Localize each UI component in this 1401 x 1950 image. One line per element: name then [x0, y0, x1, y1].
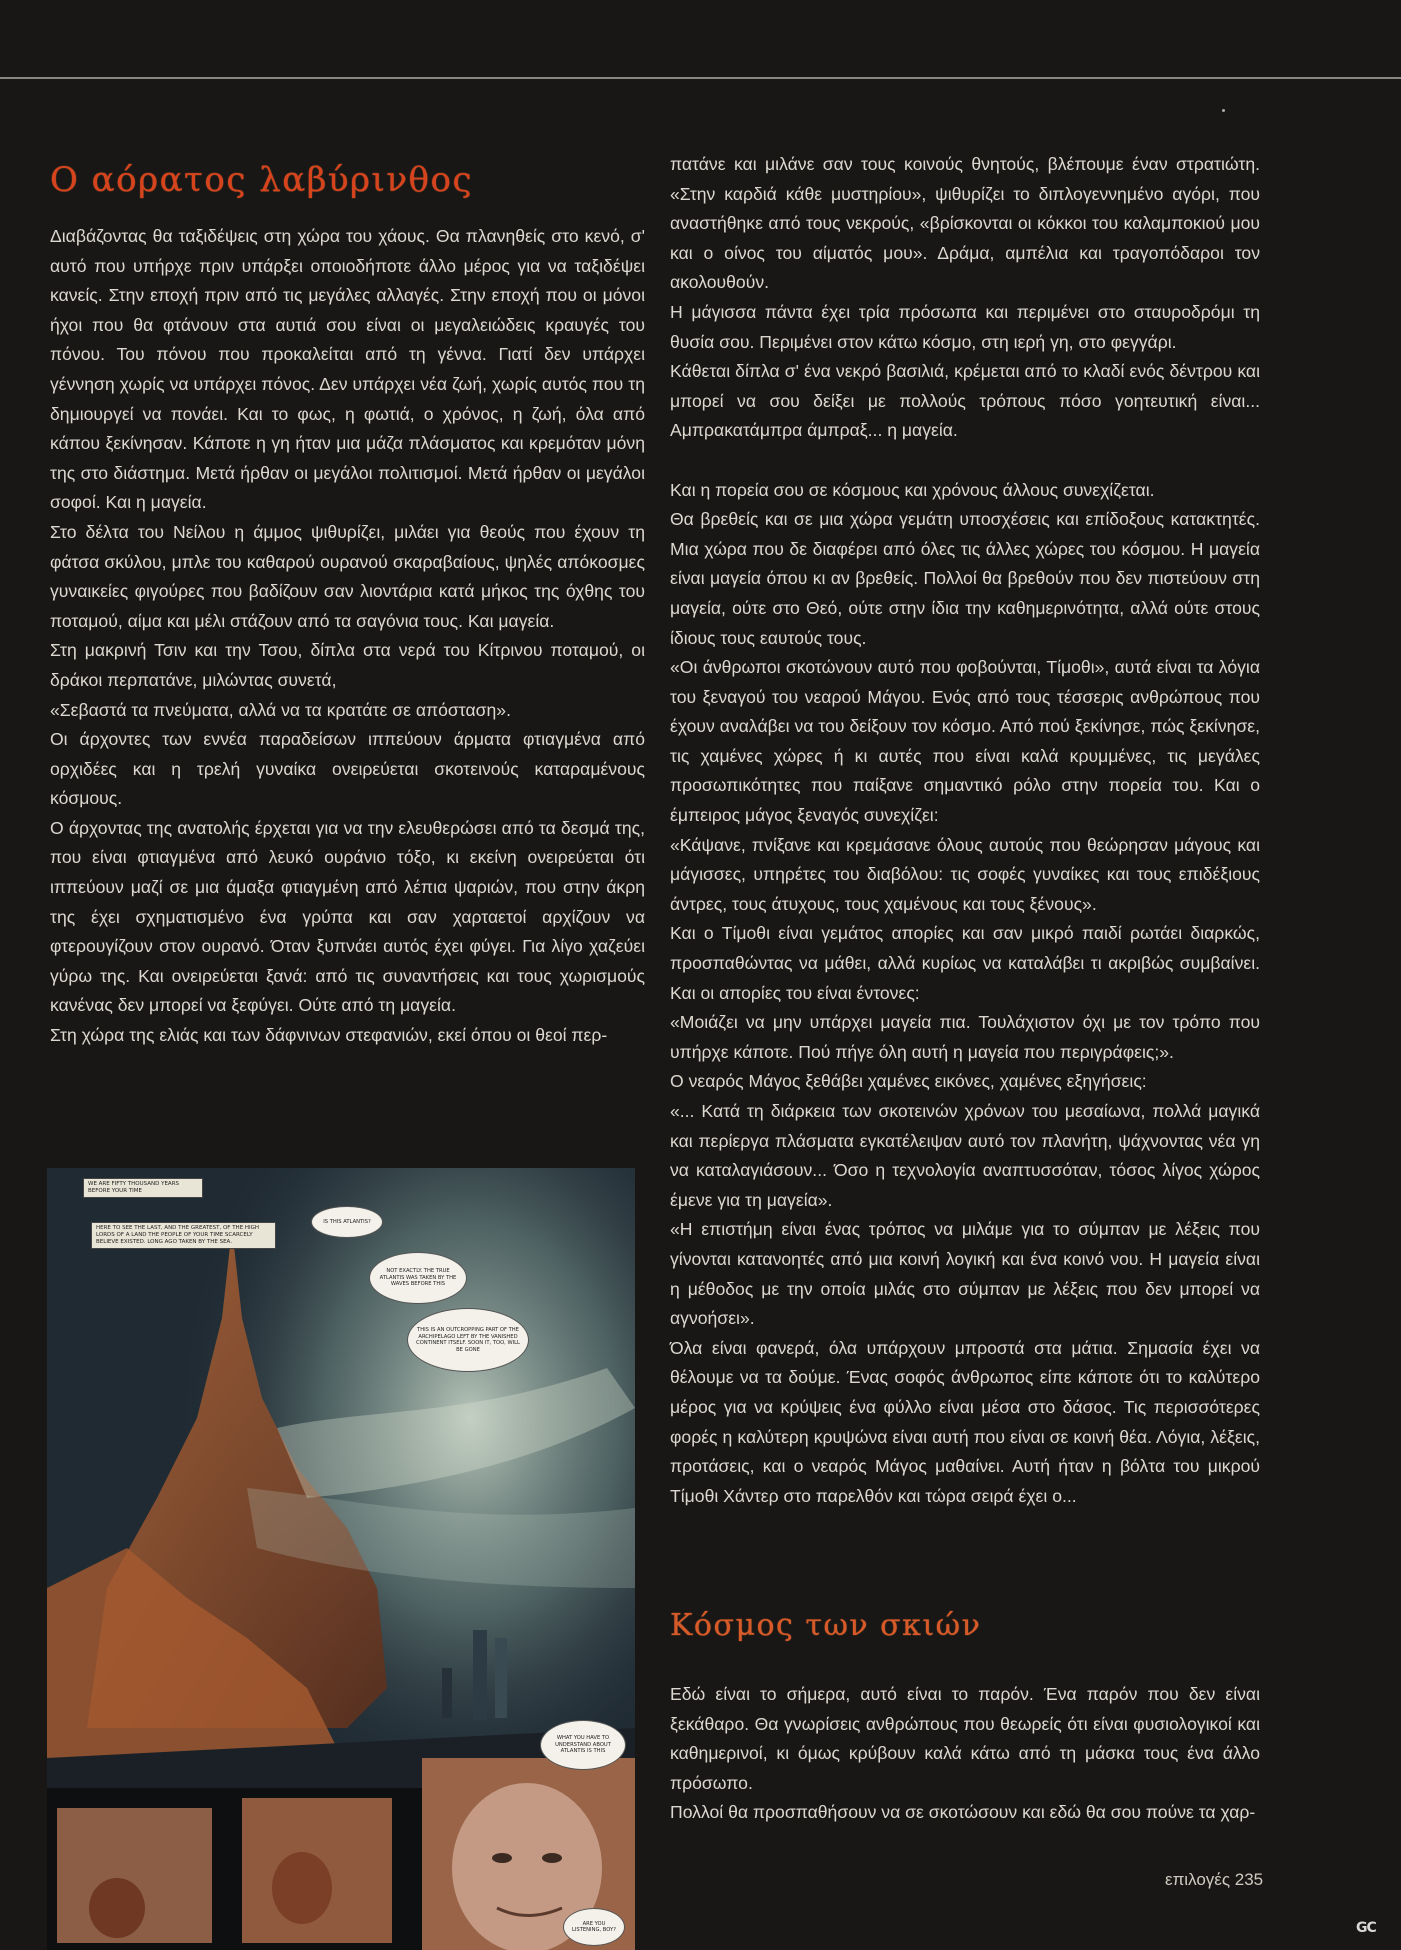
speech-balloon: WHAT YOU HAVE TO UNDERSTAND ABOUT ATLANTIS IS THIS	[540, 1720, 626, 1770]
paragraph: Κάθεται δίπλα σ' ένα νεκρό βασιλιά, κρέμεται από το κλαδί ενός δέντρου και μπορεί να σου δείξει με πολλούς τρόπους πόσο γοητευτική είναι... Αμπρακατάμπρα άμπραξ... η μαγεία.	[670, 361, 1260, 441]
paragraph: Διαβάζοντας θα ταξιδέψεις στη χώρα του χάους. Θα πλανηθείς στο κενό, σ' αυτό που υπήρχε πριν υπάρξει οποιοδήποτε άλλο μέρος για να ταξιδέψει κανείς. Στην εποχή πριν από τις μεγάλες αλλαγές. Στην εποχή που οι μόνοι ήχοι που θα φτάνουν στα αυτιά σου είναι οι μεγαλειώδεις κραυγές του πόνου. Του πόνου που προκαλείται από τη γέννα. Γιατί δεν υπάρχει γέννηση χωρίς να υπάρχει πόνος. Δεν υπάρχει νέα ζωή, χωρίς αυτός που τη δημιουργεί να πονάει. Και το φως, η φωτιά, ο χρόνος, η ζωή, όλα από κάπου ξεκίνησαν. Κάποτε η γη ήταν μια μάζα πλάσματος και κρεμόταν μόνη της στο διάστημα. Μετά ήρθαν οι μεγάλοι πολιτισμοί. Μετά ήρθαν οι μεγάλοι σοφοί. Και η μαγεία.	[50, 226, 645, 513]
paragraph: Και ο Τίμοθι είναι γεμάτος απορίες και σαν μικρό παιδί ρωτάει διαρκώς, προσπαθώντας να μάθει, αλλά κυρίως να καταλάβει τι ακριβώς συμβαίνει. Και οι απορίες του είναι έντονες:	[670, 923, 1260, 1003]
paragraph: Στη χώρα της ελιάς και των δάφνινων στεφανιών, εκεί όπου οι θεοί περ-	[50, 1025, 608, 1046]
paragraph: Θα βρεθείς και σε μια χώρα γεμάτη υποσχέσεις και επίδοξους κατακτητές. Μια χώρα που δε διαφέρει από όλες τις άλλες χώρες του κόσμου. Η μαγεία είναι μαγεία όπου κι αν βρεθείς. Πολλοί θα βρεθούν που δεν πιστεύουν στη μαγεία, ούτε στο Θεό, ούτε στην ίδια την καθημερινότητα, αλλά ούτε στους ίδιους τους εαυτούς τους.	[670, 509, 1260, 648]
paragraph: Εδώ είναι το σήμερα, αυτό είναι το παρόν. Ένα παρόν που δεν είναι ξεκάθαρο. Θα γνωρίσεις ανθρώπους που θεωρείς ότι είναι φυσιολογικοί και καθημερινοί, κι όμως κρύβουν καλά κάτω από τη μάσκα τους ένα άλλο πρόσωπο.	[670, 1684, 1260, 1793]
speech-balloon: ARE YOU LISTENING, BOY?	[563, 1908, 625, 1946]
page-footer: επιλογές 235	[1165, 1870, 1264, 1889]
right-column-bottom	[670, 1680, 1260, 1828]
paragraph: Ο νεαρός Μάγος ξεθάβει χαμένες εικόνες, χαμένες εξηγήσεις:	[670, 1071, 1147, 1092]
paragraph: πατάνε και μιλάνε σαν τους κοινούς θνητούς, βλέπουμε έναν στρατιώτη. «Στην καρδιά κάθε μυστηρίου», ψιθυρίζει το διπλογεννημένο αγόρι, που αναστήθηκε από τους νεκρούς, «βρίσκονται οι κόκκοι του καλαμποκιού μου και ο οίνος του αίματός μου». Δράμα, αμπέλια και τραγοπόδαροι τον ακολουθούν.	[670, 154, 1260, 293]
speech-balloon: IS THIS ATLANTIS?	[311, 1206, 383, 1238]
speck	[1222, 109, 1225, 112]
paragraph: «Οι άνθρωποι σκοτώνουν αυτό που φοβούνται, Τίμοθι», αυτά είναι τα λόγια του ξεναγού του νεαρού Μάγου. Ενός από τους τέσσερις ανθρώπους που έχουν αναλάβει να του δείξουν τον κόσμο. Από πού ξεκίνησε, πώς ξεκίνησε, τις χαμένες χώρες ή κι αυτές που είναι καλά κρυμμένες, τις μεγάλες προσωπικότητες που παίξανε σημαντικό ρόλο στην πορεία του. Και ο έμπειρος μάγος ξεναγός συνεχίζει:	[670, 657, 1260, 826]
right-column	[670, 150, 1260, 1511]
comic-caption: HERE TO SEE THE LAST, AND THE GREATEST, OF THE HIGH LORDS OF A LAND THE PEOPLE OF YOUR TIME SCARCELY BELIEVE EXISTED. LONG AGO TAKEN BY THE SEA.	[91, 1222, 276, 1249]
speech-balloon: THIS IS AN OUTCROPPING PART OF THE ARCHIPELAGO LEFT BY THE VANISHED CONTINENT ITSELF. SOON IT, TOO, WILL BE GONE	[407, 1308, 529, 1372]
paragraph: «Σεβαστά τα πνεύματα, αλλά να τα κρατάτε σε απόσταση».	[50, 699, 511, 720]
paragraph: Οι άρχοντες των εννέα παραδείσων ιππεύουν άρματα φτιαγμένα από ορχιδέες και η τρελή γυναίκα ονειρεύεται σκοτεινούς καταραμένους κόσμους.	[50, 729, 645, 809]
paragraph: Ο άρχοντας της ανατολής έρχεται για να την ελευθερώσει από τα δεσμά της, που είναι φτιαγμένα από λευκό ουράνιο τόξο, κι εκείνη ονειρεύεται ότι ιππεύουν μαζί σε μια άμαξα φτιαγμένη από λέπια ψαριών, που στην άκρη της έχει σχηματισμένο ένα γρύπα και σαν χαρταετοί αρχίζουν να φτερουγίζουν στον ουρανό. Όταν ξυπνάει αυτός έχει φύγει. Για λίγο χαζεύει γύρω της. Και ονειρεύεται ξανά: από τις συναντήσεις και τους χωρισμούς κανένας δεν μπορεί να ξεφύγει. Ούτε από τη μαγεία.	[50, 817, 645, 1016]
paragraph: Η μάγισσα πάντα έχει τρία πρόσωπα και περιμένει στο σταυροδρόμι τη θυσία σου. Περιμένει στον κάτω κόσμο, στη ιερή γη, στο φεγγάρι.	[670, 301, 1260, 352]
paragraph: «... Κατά τη διάρκεια των σκοτεινών χρόνων του μεσαίωνα, πολλά μαγικά και περίεργα πλάσματα εγκατέλειψαν αυτό τον πλανήτη, ψάχνοντας νέα γη να καταλαγιάσουν... Όσο η τεχνολογία αναπτυσσόταν, τόσος λίγος χώρος έμενε για τη μαγεία».	[670, 1101, 1260, 1210]
paragraph: Πολλοί θα προσπαθήσουν να σε σκοτώσουν και εδώ θα σου πούνε τα χαρ-	[670, 1802, 1256, 1823]
heading-world-of-shadows: Κόσμος των σκιών	[670, 1608, 982, 1643]
comic-artwork	[47, 1168, 635, 1950]
speech-balloon: NOT EXACTLY. THE TRUE ATLANTIS WAS TAKEN BY THE WAVES BEFORE THIS	[369, 1252, 467, 1304]
paragraph: «Κάψανε, πνίξανε και κρεμάσανε όλους αυτούς που θεώρησαν μάγους και μάγισσες, υπηρέτες του διαβόλου: τις σοφές γυναίκες και τους επιδέξιους άντρες, τους άτυχους, τους χαμένους και τους ξένους».	[670, 834, 1260, 914]
logo: GC	[1356, 1920, 1376, 1936]
heading-invisible-labyrinth: Ο αόρατος λαβύρινθος	[50, 160, 473, 200]
paragraph: «Μοιάζει να μην υπάρχει μαγεία πια. Τουλάχιστον όχι με τον τρόπο που υπήρχε κάποτε. Πού πήγε όλη αυτή η μαγεία που περιγράφεις;».	[670, 1012, 1260, 1062]
paragraph: Και η πορεία σου σε κόσμους και χρόνους άλλους συνεχίζεται.	[670, 479, 1155, 500]
paragraph: Στο δέλτα του Νείλου η άμμος ψιθυρίζει, μιλάει για θεούς που έχουν τη φάτσα σκύλου, μπλε του καθαρού ουρανού σκαραβαίους, ψηλές απόκοσμες γυναικείες φιγούρες που βαδίζουν σαν λιοντάρια κατά μήκος της όχθης του ποταμού, αίμα και μέλι στάζουν από τα σαγόνια τους. Και μαγεία.	[50, 521, 645, 631]
left-column	[50, 222, 645, 1051]
paragraph: Στη μακρινή Τσιν και την Τσου, δίπλα στα νερά του Κίτρινου ποταμού, οι δράκοι περπατάνε, μιλώντας συνετά,	[50, 640, 645, 690]
comic-illustration	[47, 1168, 635, 1950]
top-rule	[0, 77, 1401, 79]
comic-caption: WE ARE FIFTY THOUSAND YEARS BEFORE YOUR TIME	[83, 1178, 203, 1198]
paragraph: «Η επιστήμη είναι ένας τρόπος να μιλάμε για το σύμπαν με λέξεις που γίνονται κατανοητές από μια κοινή λογική και ένα κοινό νου. Η μαγεία είναι η μέθοδος με την οποία μιλάς στο σύμπαν με λέξεις που δεν μπορεί να αγνοήσει».	[670, 1219, 1260, 1329]
paragraph: Όλα είναι φανερά, όλα υπάρχουν μπροστά στα μάτια. Σημασία έχει να θέλουμε να τα δούμε. Ένας σοφός άνθρωπος είπε κάποτε ότι το καλύτερο μέρος για να κρύψεις ένα φύλλο είναι μέσα στο δάσος. Τις περισσότερες φορές η καλύτερη κρυψώνα είναι αυτή που είναι σε κοινή θέα. Λόγια, λέξεις, προτάσεις, και ο νεαρός Μάγος μαθαίνει. Αυτή ήταν η βόλτα του μικρού Τίμοθι Χάντερ στο παρελθόν και τώρα σειρά έχει ο...	[670, 1337, 1260, 1506]
